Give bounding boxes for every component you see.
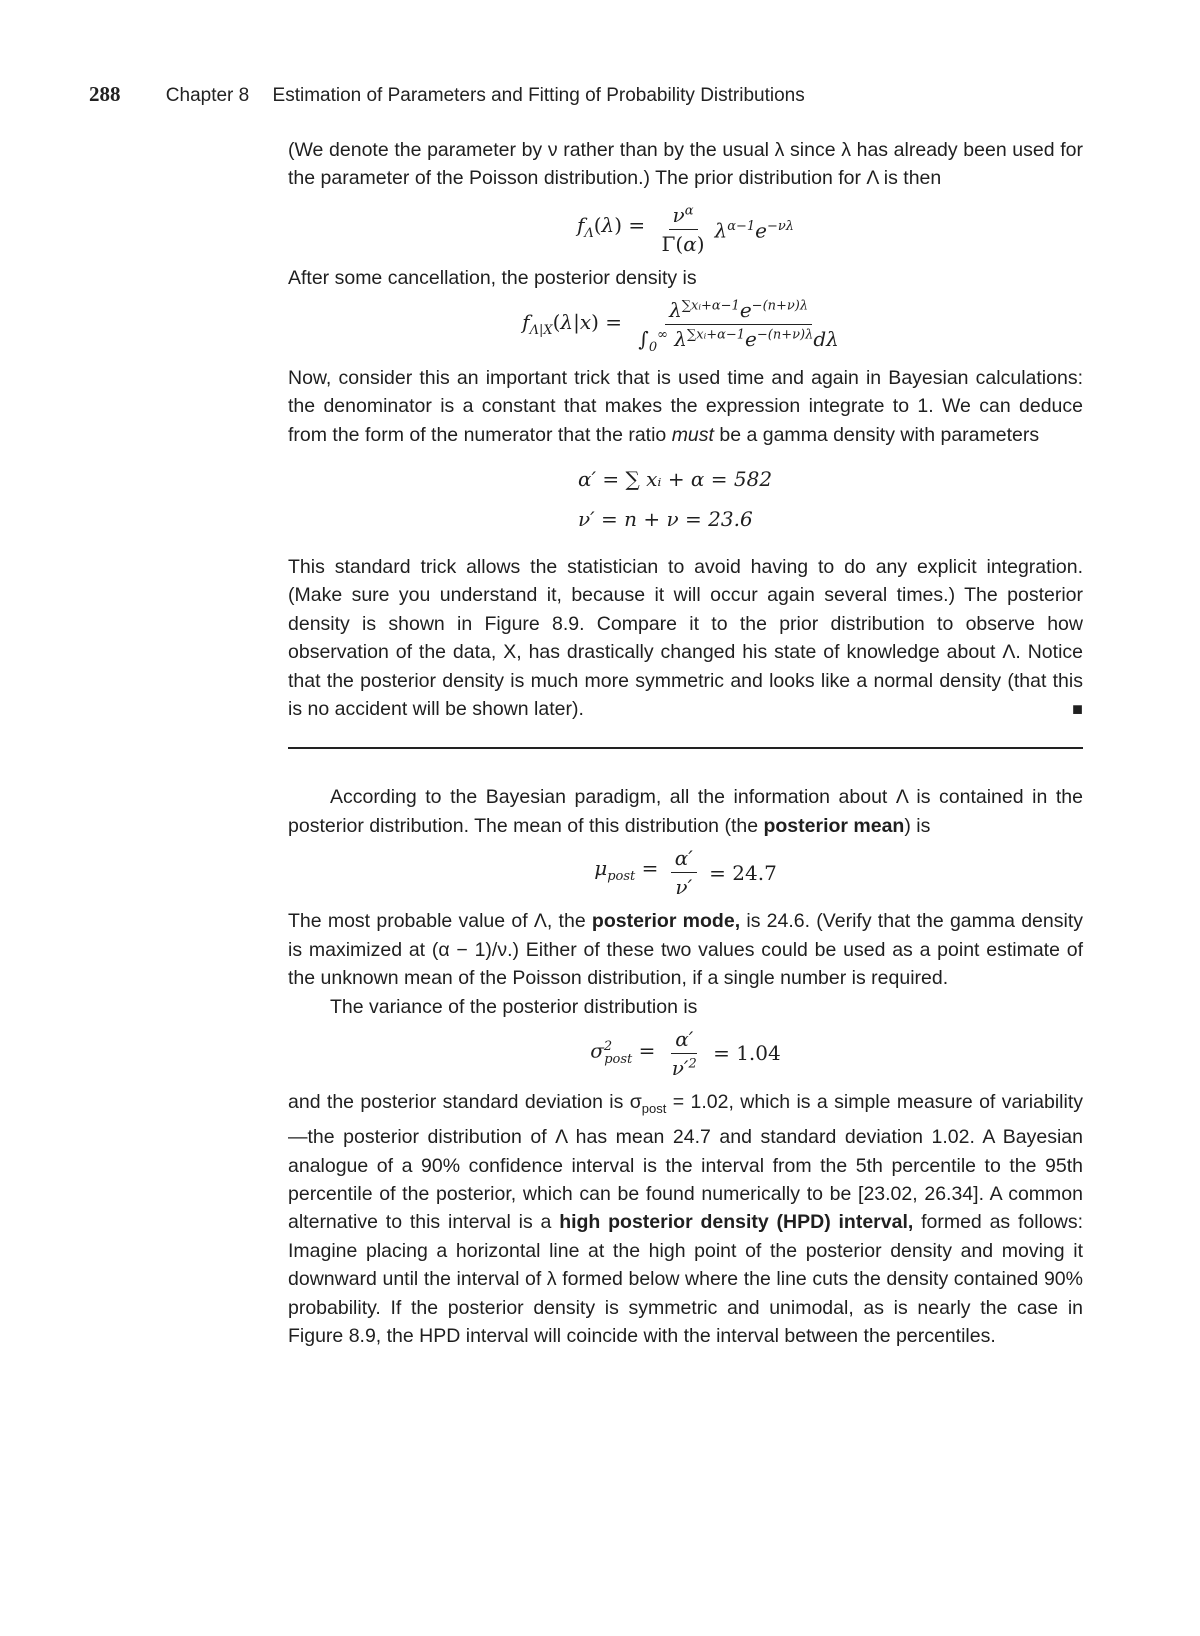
chapter-label: Chapter 8 — [165, 85, 250, 106]
equation-posterior-mean: $\mu_{post}$ = $\frac{\alpha'}{\nu'}$ = 24.7 — [594, 846, 777, 900]
equation-posterior-density: $f_{\Lambda|X}(\lambda|x)$ = $\frac{\lambda^{\sum xᵢ+\alpha-1}e^{-(n+\nu)\lambda}}{\int_0^\infty \lambda^{\sum xᵢ+\alpha-1}e^{-(n+\nu)\lambda}d\lambda}$ — [522, 298, 839, 356]
paragraph-prior: (We denote the parameter by ν rather than by the usual λ since λ has already been used for the parameter of the Poisson distribution.) The prior distribution for Λ is then — [288, 139, 1083, 190]
example-divider — [288, 747, 1083, 749]
paragraph-standard-trick: This standard trick allows the statistician to avoid having to do any explicit integration. (Make sure you understand it, because it will occur again several times.) The posterior density is shown in Figure 8.9. Compare it to the prior distribution to observe how observation of the data, X, has drastically changed his state of knowledge about Λ. Notice that the posterior density is much more symmetric and looks like a normal density (that this is no accident will be shown later). ■ — [288, 553, 1083, 723]
page-number: 288 — [89, 82, 121, 106]
paragraph-variance-intro: The variance of the posterior distribution is — [330, 995, 698, 1018]
equation-posterior-variance: $\sigma^2_{post}$ = $\frac{\alpha'}{\nu'^2}$ = 1.04 — [590, 1026, 781, 1080]
equation-nu-prime: ν′ = n + ν = 23.6 — [578, 507, 753, 532]
equation-alpha-prime: α′ = ∑ xᵢ + α = 582 — [578, 467, 773, 492]
chapter-title: Estimation of Parameters and Fitting of Probability Distributions — [272, 85, 805, 106]
page-body — [288, 136, 1083, 1350]
end-of-example-icon: ■ — [1072, 699, 1083, 720]
equation-prior-density: $f_\Lambda(\lambda)$ = $\frac{\nu^\alpha}{\Gamma(\alpha)}$ $\lambda^{\alpha-1}e^{-\nu\lambda}$ — [576, 202, 795, 256]
paragraph-cancellation: After some cancellation, the posterior density is — [288, 266, 697, 289]
paragraph-trick: Now, consider this an important trick that is used time and again in Bayesian calculations: the denominator is a constant that makes the expression integrate to 1. We can deduce from the form of the numerator that the ratio must be a gamma density with parameters — [288, 366, 1083, 446]
running-header — [89, 82, 1140, 107]
paragraph-posterior-mode: The most probable value of Λ, the posterior mode, is 24.6. (Verify that the gamma density is maximized at (α − 1)/ν.) Either of these two values could be used as a point estimate of the unknown mean of the Poisson distribution, if a single number is required. — [288, 910, 1083, 990]
paragraph-bayesian-paradigm: According to the Bayesian paradigm, all the information about Λ is contained in the posterior distribution. The mean of this distribution (the posterior mean) is — [288, 786, 1083, 837]
paragraph-hpd-interval: and the posterior standard deviation is $\sigma_{post} = 1.02$, which is a simple measure of variability—the posterior distribution of Λ has mean 24.7 and standard deviation 1.02. A Bayesian analogue of a 90% confidence interval is the interval from the 5th percentile to the 95th percentile of the posterior, which can be found numerically to be [23.02, 26.34]. A common alternative to this interval is a high posterior density (HPD) interval, formed as follows: Imagine placing a horizontal line at the high point of the posterior density and moving it downward until the interval of λ formed below where the line cuts the density contained 90% probability. If the posterior density is symmetric and unimodal, as is nearly the case in Figure 8.9, the HPD interval will coincide with the interval between the percentiles. — [288, 1090, 1083, 1348]
equation-gamma-parameters — [578, 459, 1083, 539]
